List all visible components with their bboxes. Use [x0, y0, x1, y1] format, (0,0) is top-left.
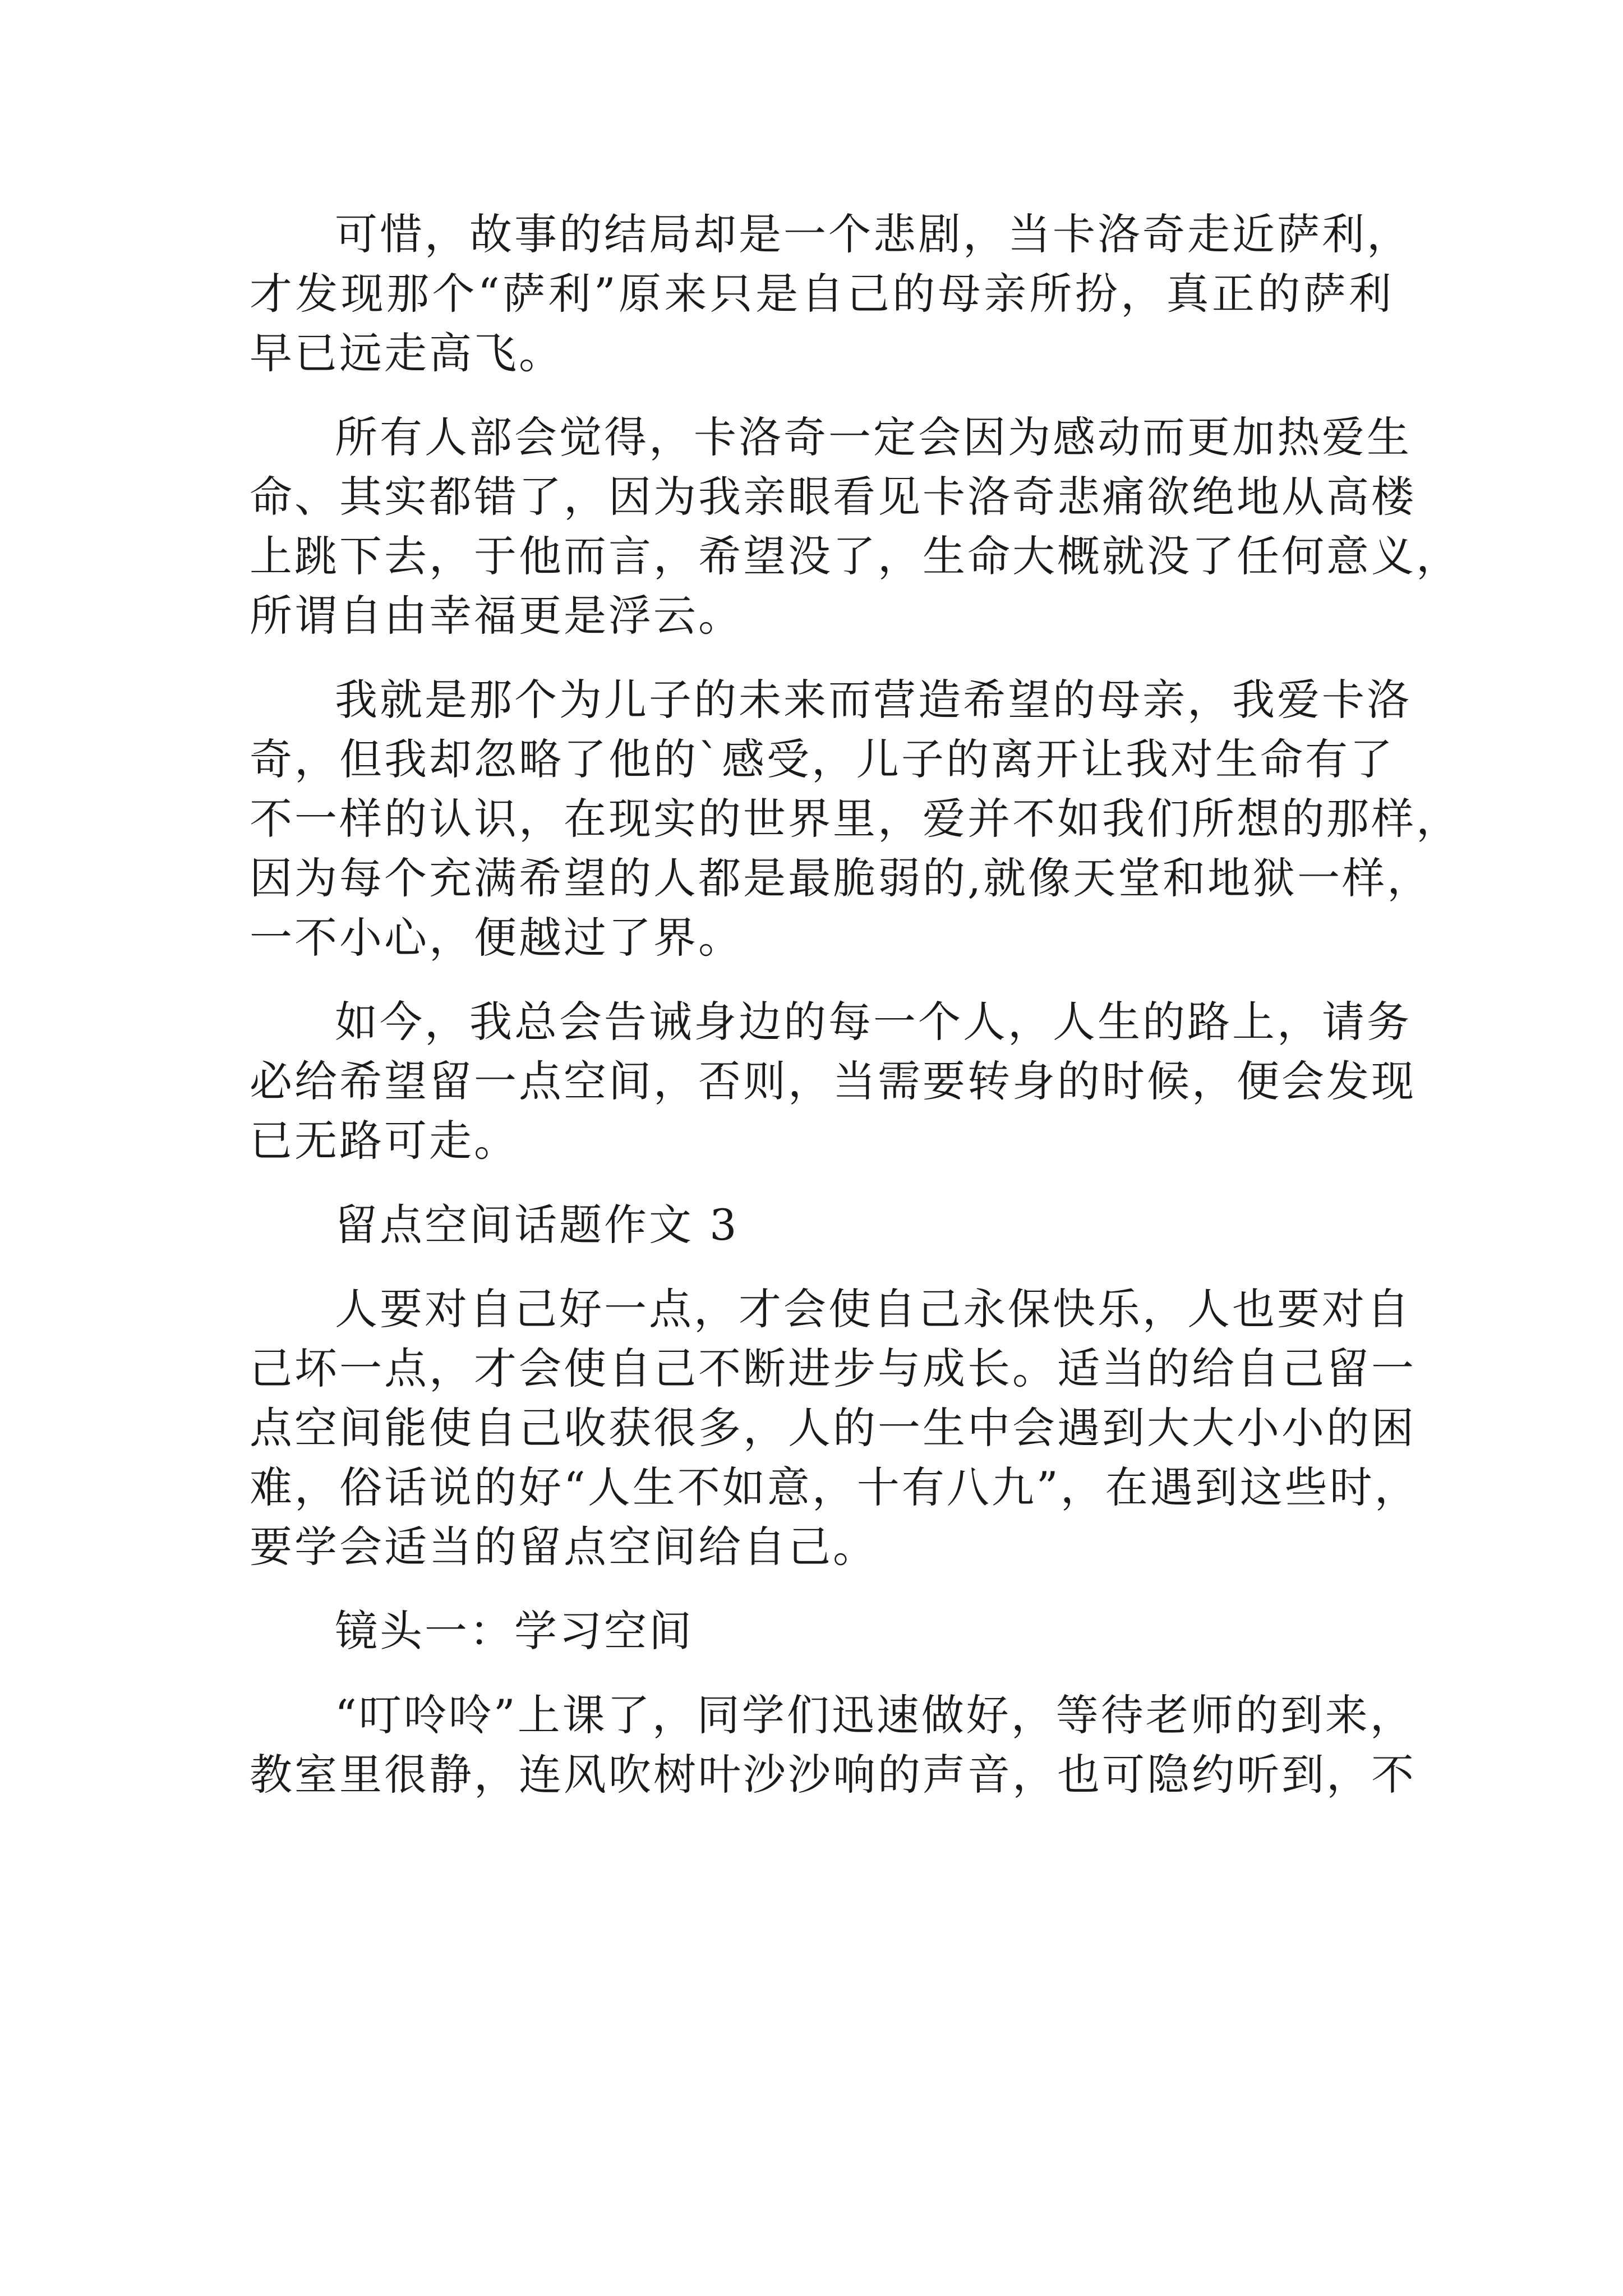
- text-line: 早已远走高飞。: [250, 328, 564, 378]
- paragraph: [250, 1602, 1394, 1661]
- paragraph: [250, 1686, 1416, 1805]
- paragraph: [250, 992, 1416, 1171]
- text-line: 所有人部会觉得，卡洛奇一定会因为感动而更加热爱生: [335, 412, 1412, 462]
- text-line: 己坏一点，才会使自己不断进步与成长。适当的给自己留一: [250, 1343, 1416, 1393]
- text-line: 人要对自己好一点，才会使自己永保快乐，人也要对自: [335, 1284, 1412, 1334]
- text-line: 点空间能使自己收获很多，人的一生中会遇到大大小小的困: [250, 1403, 1416, 1453]
- document-body: [250, 205, 1461, 1805]
- text-line: 所谓自由幸福更是浮云。: [250, 591, 743, 641]
- heading-text: 留点空间话题作文 3: [335, 1200, 739, 1250]
- text-line: “叮呤呤”上课了，同学们迅速做好，等待老师的到来，: [335, 1690, 1415, 1740]
- text-line: 命、其实都错了，因为我亲眼看见卡洛奇悲痛欲绝地从高楼: [250, 472, 1416, 522]
- text-line: 已无路可走。: [250, 1116, 519, 1166]
- text-line: 可惜，故事的结局却是一个悲剧，当卡洛奇走近萨利，: [335, 209, 1412, 259]
- text-line: 难，俗话说的好“人生不如意，十有八九”，在遇到这些时，: [250, 1462, 1419, 1512]
- paragraph: [250, 1280, 1419, 1577]
- text-line: 一不小心，便越过了界。: [250, 913, 743, 963]
- section-heading: [250, 1195, 1394, 1255]
- text-line: 奇，但我却忽略了他的`感受，儿子的离开让我对生命有了: [250, 734, 1395, 784]
- text-line: 要学会适当的留点空间给自己。: [250, 1522, 878, 1572]
- paragraph: [250, 670, 1461, 968]
- text-line: 镜头一：学习空间: [335, 1606, 694, 1656]
- text-line: 必给希望留一点空间，否则，当需要转身的时候，便会发现: [250, 1056, 1416, 1106]
- text-line: 才发现那个“萨利”原来只是自己的母亲所扮，真正的萨利: [250, 269, 1394, 319]
- text-line: 我就是那个为儿子的未来而营造希望的母亲，我爱卡洛: [335, 675, 1412, 725]
- text-line: 上跳下去，于他而言，希望没了，生命大概就没了任何意义，: [250, 531, 1461, 581]
- text-line: 如今，我总会告诫身边的每一个人，人生的路上，请务: [335, 997, 1412, 1047]
- text-line: 教室里很静，连风吹树叶沙沙响的声音，也可隐约听到，不: [250, 1750, 1416, 1800]
- text-line: 不一样的认识，在现实的世界里，爱并不如我们所想的那样，: [250, 794, 1461, 844]
- paragraph: [250, 408, 1461, 646]
- text-line: 因为每个充满希望的人都是最脆弱的,就像天堂和地狱一样，: [250, 853, 1432, 903]
- paragraph: [250, 205, 1412, 383]
